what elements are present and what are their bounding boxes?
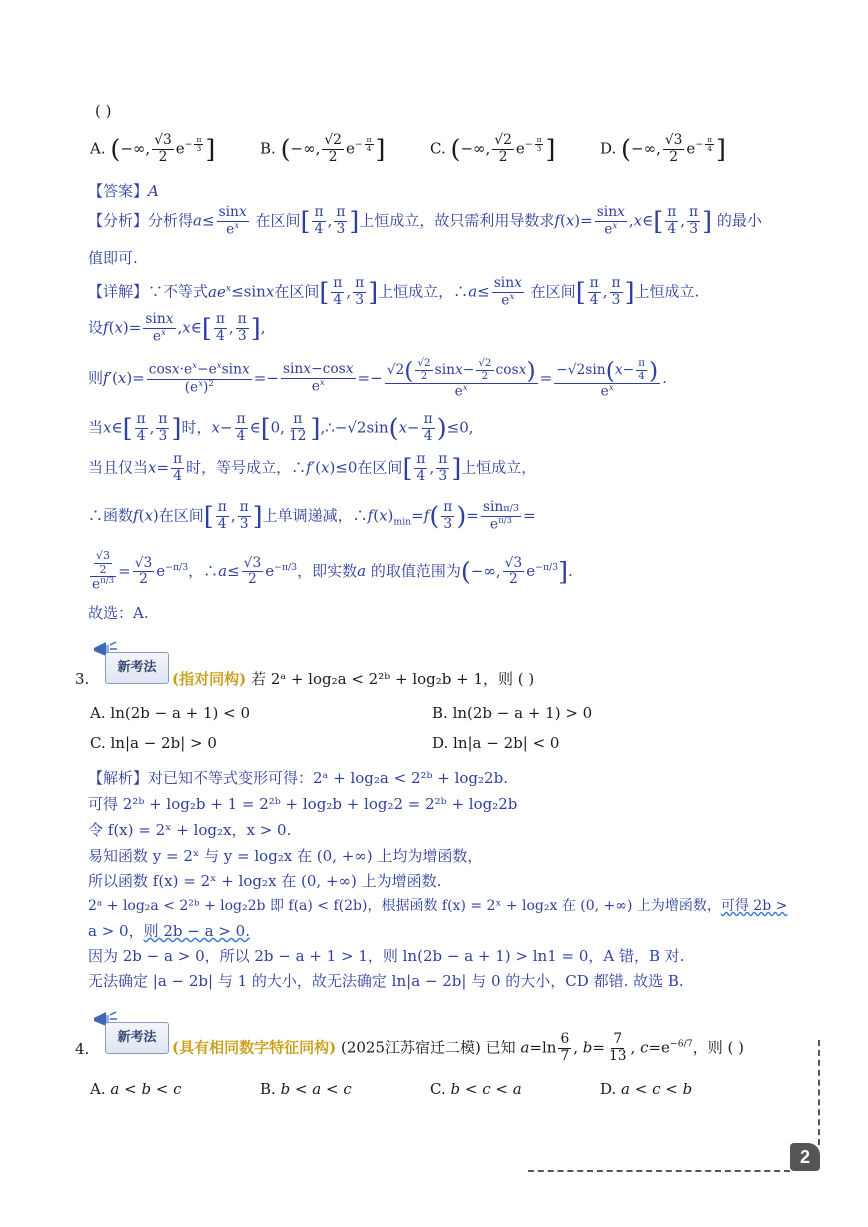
q3-stem: 若 2ᵃ + log₂a < 2²ᵇ + log₂b + 1，则 ( ) [250,670,535,688]
detail-text-b: 在区间 [274,282,320,301]
option-d: D. (−∞, $\frac{√3}{2}$ $e^{- \frac{\pi}{4}}$ ] [600,132,726,165]
detail-line: 【详解】∵不等式$ae^x\le\sin x$在区间[ $\frac{\pi}{4}$ , $\frac{\pi}{3}$ ]上恒成立，∴a≤ $\frac{\sin x}{e^x}$ 在区间[ $\frac{\pi}{4}$ , $\frac{\pi}{3}$ ]上恒成立. [88,275,700,309]
q4-option-d [600,1080,692,1098]
iff-text-b: 时，等号成立，∴ [186,458,307,477]
q4-option-d-text: a < c < b [621,1080,693,1098]
q4-option-b-text: b < a < c [280,1080,352,1098]
q3-solution-tag: 【解析】 [88,769,149,787]
when-text-b: 时， [181,418,212,437]
q4-option-a-label: A. [90,1080,106,1098]
q3-option-b-text: ln(2b − a + 1) > 0 [452,704,593,722]
detail-text-c: 上恒成立，∴ [378,282,469,301]
then-text: 则 [88,369,104,388]
q3-solution-4: 所以函数 f(x) = 2ˣ + log₂x 在 (0, +∞) 上为增函数. [88,872,442,890]
iff-text: 当且仅当 [88,458,149,477]
define-f-text: 设 [88,318,104,337]
q3-solution-2: 令 f(x) = 2ˣ + log₂x，x > 0. [88,821,292,839]
page-border-horizontal [528,1170,790,1172]
q3-option-c-label: C. [90,734,106,752]
q4-option-b-label: B. [260,1080,276,1098]
q4-option-b [260,1080,352,1098]
q3-stem-line [172,668,534,689]
analysis-text-a: 分析得 [148,211,194,230]
q3-solution-0 [88,767,508,788]
q3-number: 3. [75,670,90,688]
q4-option-c [430,1080,522,1098]
analysis-line: 【分析】分析得a≤ $\frac{\sin x}{e^x}$ 在区间[ $\frac{\pi}{4}$ , $\frac{\pi}{3}$ ]上恒成立，故只需利用导数求f(x)= $\frac{\sin x}{e^x}$ ,x∈[ $\frac{\pi}{4}$ , $\frac{\pi}{3}$ ] 的最小 [88,204,762,238]
monotone-line: ∴函数f(x)在区间[ $\frac{\pi}{4}$ , $\frac{\pi}{3}$ ]上单调递减，$\therefore f(x)_{min}=f$( $\frac{\pi}{3}$ )= $\frac{\sin\pi/3}{e^{\pi/3}}$ = [88,499,536,533]
when-line: 当x∈[ $\frac{\pi}{4}$ , $\frac{\pi}{3}$ ]时，x− $\frac{\pi}{4}$ ∈[0, $\frac{\pi}{12}$ ],∴−√2sin(x− $\frac{\pi}{4}$ )≤0, [88,411,474,444]
q3-option-b [432,704,592,722]
q4-option-a-text: a < b < c [110,1080,182,1098]
mono-text-b: 在区间 [158,506,204,525]
answer-paren: ( ) [95,102,112,120]
detail-text-e: 上恒成立. [634,282,700,301]
q3-option-a [90,704,250,722]
derivative-line: 则f′(x)= $\frac{\cos x\cdot e^x-e^x\sin x}{(e^x)^2}$ =− $\frac{\sin x-\cos x}{e^x}$ =− √2( $\frac{√2}{2}$ sinx− $\frac{√2}{2}$ cosx) $e^x$ = −√2sin(x− $\frac{\pi}{4}$ ) $e^x$ . [88,356,667,400]
range-text-b: ，即实数 [297,561,358,580]
detail-tag: 【详解】 [88,282,149,301]
detail-text-d: 在区间 [530,282,576,301]
q3-solution-text-0: 对已知不等式变形可得：2ᵃ + log₂a < 2²ᵇ + log₂2b. [148,769,508,787]
answer-value: A [148,182,159,200]
iff-line: 当且仅当x= $\frac{\pi}{4}$ 时，等号成立，∴f′(x)≤0在区间[ $\frac{\pi}{4}$ , $\frac{\pi}{3}$ ]上恒成立， [88,451,537,484]
new-method-badge-q4: 新考法 [105,1022,169,1054]
option-b: B. (−∞, $\frac{√2}{2}$ $e^{- \frac{\pi}{4}}$ ] [260,132,386,165]
define-f-line: 设f(x)= $\frac{\sin x}{e^x}$ ,x∈[ $\frac{\pi}{4}$ , $\frac{\pi}{3}$ ], [88,311,266,345]
page-number: 2 [790,1143,820,1171]
q4-stem-line: (具有相同数字特征同构) (2025江苏宿迁二模) 已知 a=ln $\frac{6}{7}$ , b= $\frac{7}{13}$ , $c=e^{-6/7}$，则 ( ) [172,1031,744,1064]
option-c-label: C. [430,139,446,158]
analysis-text-e: 值即可. [88,249,138,267]
q3-option-b-label: B. [432,704,448,722]
q3-solution-6: 可得 2b > [720,898,788,914]
q4-stem-end: ，则 ( ) [692,1038,744,1057]
q3-option-c [90,734,217,752]
q3-tag: (指对同构) [172,670,247,688]
q4-option-d-label: D. [600,1080,617,1098]
q3-option-d [432,734,559,752]
mono-text-a: ∴函数 [88,506,134,525]
q3-solution-10: 无法确定 |a − 2b| 与 1 的大小，故无法确定 ln|a − 2b| 与 0 的大小，CD 都错. 故选 B. [88,972,684,990]
q3-solution-7-line [88,920,250,941]
page-border-vertical [818,1040,820,1145]
answer-line [88,180,159,201]
q3-option-c-text: ln|a − 2b| > 0 [110,734,217,752]
detail-text-a: ∵不等式 [148,282,209,301]
new-method-badge-q3: 新考法 [105,652,169,684]
q3-solution-9: 因为 2b − a > 0，所以 2b − a + 1 > 1，则 ln(2b − a + 1) > ln1 = 0，A 错，B 对. [88,947,685,965]
iff-text-d: 上恒成立， [461,458,537,477]
analysis-tag: 【分析】 [88,211,149,230]
q3-solution-5: 2ᵃ + log₂a < 2²ᵇ + log₂2b 即 f(a) < f(2b)，根据函数 f(x) = 2ˣ + log₂x 在 (0, +∞) 上为增函数， [88,898,721,914]
option-d-label: D. [600,139,617,158]
q3-option-a-label: A. [90,704,106,722]
range-text-a: ，∴ [188,561,219,580]
final-choice: 故选：A. [88,604,149,622]
analysis-text-c: 上恒成立，故只需利用导数求 [359,211,555,230]
range-line: $\frac{\frac{√3}{2}}{e^{\pi/3}}$ = $\frac{√3}{2}$ $e^{-\pi/3}$，∴a≤ $\frac{√3}{2}$ $e^{-\pi/3}$，即实数a 的取值范围为(−∞, $\frac{√3}{2}$ $e^{-\pi/3}$]. [92,549,573,593]
when-text: 当 [88,418,104,437]
q4-number: 4. [75,1040,90,1058]
q3-solution-8: 则 2b − a > 0. [143,922,250,940]
option-a-label: A. [90,139,106,158]
iff-text-c: 在区间 [357,458,403,477]
option-c: C. (−∞, $\frac{√2}{2}$ $e^{- \frac{\pi}{3}}$ ] [430,132,556,165]
answer-tag: 【答案】 [88,182,149,200]
q3-solution-7: a > 0， [88,922,144,940]
option-a: A. (−∞, $\frac{√3}{2}$ $e^{- \frac{\pi}{3}}$ ] [90,132,216,165]
q3-option-a-text: ln(2b − a + 1) < 0 [110,704,251,722]
q4-source: (2025江苏宿迁二模) [340,1038,481,1057]
mono-text-c: 上单调递减，∴ [262,506,368,525]
q4-tag: (具有相同数字特征同构) [172,1038,337,1057]
analysis-text-d: 的最小 [716,211,762,230]
q3-solution-3: 易知函数 y = 2ˣ 与 y = log₂x 在 (0, +∞) 上均为增函数， [88,847,483,865]
q3-solution-1: 可得 2²ᵇ + log₂b + 1 = 2²ᵇ + log₂b + log₂2 = 2²ᵇ + log₂2b [88,795,518,813]
analysis-text-b: 在区间 [255,211,301,230]
q4-option-c-text: b < c < a [450,1080,522,1098]
q4-option-a [90,1080,182,1098]
range-text-c: 的取值范围为 [370,561,461,580]
q3-option-d-label: D. [432,734,449,752]
q3-option-d-text: ln|a − 2b| < 0 [453,734,560,752]
q4-option-c-label: C. [430,1080,446,1098]
q4-stem-a: 已知 [485,1038,516,1057]
q3-solution-5-line [88,895,787,915]
option-b-label: B. [260,139,276,158]
